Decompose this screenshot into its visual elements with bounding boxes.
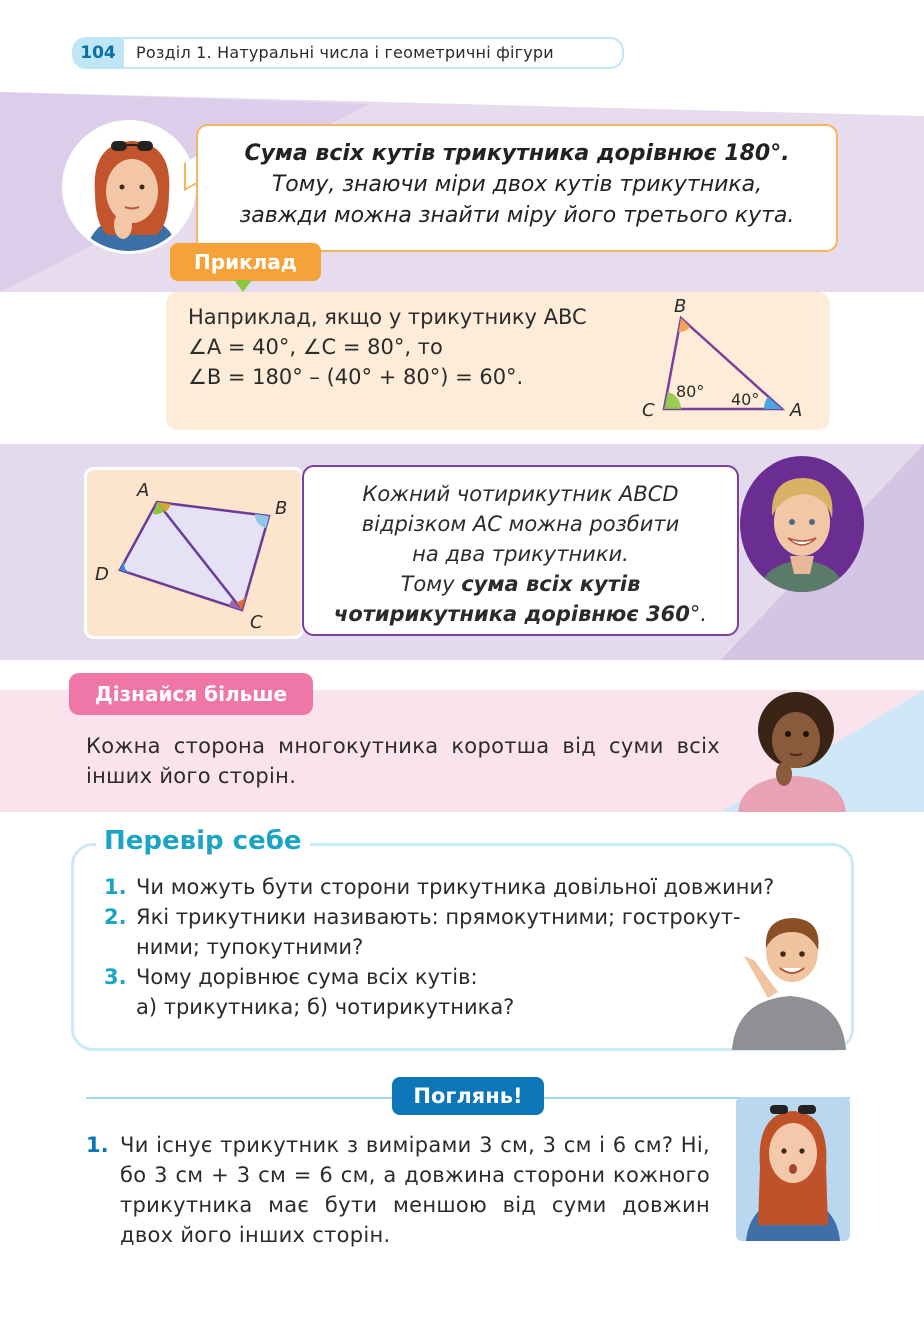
question-number: 3. [104,965,127,989]
quadrilateral-abcd-figure [87,470,301,636]
bubble2-line-4-plain: Тому [400,572,462,596]
boy-pointing-svg [728,908,848,1050]
girl-surprised-illustration [736,1097,850,1241]
learn-more-text: Кожна сторона многокутника коротша від суми всіх інших його сторін. [86,734,720,788]
vertex-a-label: A [790,400,803,421]
girl-thinking-avatar [62,120,196,254]
vertex-b-label: B [275,498,288,519]
bubble-line-1: Сума всіх кутів трикутника дорівнює 180°. [244,141,790,166]
learn-more-tag: Дізнайся більше [69,673,313,715]
girl-surprised-svg [736,1097,850,1241]
bubble2-line-4 [304,569,737,599]
example-line-2: ∠A = 40°, ∠C = 80°, то [188,335,443,359]
page-number: 104 [72,37,124,69]
bubble2-line-1: Кожний чотирикутник ABCD [362,482,679,506]
angle-a-mark [764,397,782,409]
girl-curly-svg [734,690,862,812]
bubble2-line-5-plain: °. [689,602,708,626]
example-box [166,292,830,430]
triangle-abc-figure [632,292,822,430]
boy-pointing-illustration [728,908,848,1050]
question-text: Чому дорівнює сума всіх кутів: [136,965,478,989]
question-number: 1. [104,875,127,899]
example-text [188,302,587,392]
bubble2-line-2: відрізком AC можна розбити [361,512,680,536]
vertex-d-label: D [95,564,109,585]
bubble2-line-5-bold: чотирикутника дорівнює 360 [333,602,690,626]
question-item [104,902,744,962]
vertex-b-label: B [674,296,687,317]
bubble2-line-5 [304,599,737,629]
question-text-2: а) трикутника; б) чотирикутника? [136,995,515,1019]
chapter-title: Розділ 1. Натуральні числа і геометричні фігури [136,43,554,62]
look-list [86,1130,710,1250]
bubble-line-2: Тому, знаючи міри двох кутів трикутника, [271,172,763,197]
girl-curly-hair-illustration [734,690,862,812]
check-yourself-title: Перевір себе [96,826,310,856]
bubble-line-3: завжди можна знайти міру його третього кута. [239,203,795,228]
bubble2-line-3: на два трикутники. [412,542,629,566]
example-tag-arrow [234,280,252,292]
angle-c-value: 80° [676,382,705,401]
question-text: Чи можуть бути сторони трикутника довільної довжини? [136,875,775,899]
angle-a-value: 40° [731,390,760,409]
example-line-3: ∠B = 180° – (40° + 80°) = 60°. [188,365,524,389]
look-tag: Поглянь! [392,1077,544,1115]
question-list [104,872,804,1022]
speech-bubble-quadrilateral [302,465,739,636]
boy-smiling-avatar [740,456,864,592]
girl-illustration [65,123,196,254]
boy-illustration [740,456,864,592]
question-item [104,962,804,1022]
vertex-c-label: C [642,400,655,421]
bubble2-line-4-bold: сума всіх кутів [461,572,641,596]
quadrilateral-figure-box [84,467,304,639]
question-item [104,872,804,902]
look-item [86,1130,710,1250]
vertex-a-label: A [137,480,150,501]
question-text: Які трикутники називають: прямокутними; гострокут-ними; тупокутними? [136,905,741,959]
speech-bubble-triangle-sum [196,124,838,252]
look-item-number: 1. [86,1133,109,1157]
example-tag: Приклад [170,243,321,281]
quadrilateral-abcd [120,502,269,610]
question-number: 2. [104,905,127,929]
look-item-text: Чи існує трикутник з вимірами 3 см, 3 см і 6 см? Ні, бо 3 см + 3 см = 6 см, а довжина сторони кожного трикутника має бути меншою від суми довжин двох його інших сторін. [120,1133,710,1247]
page-header [72,37,624,69]
example-line-1: Наприклад, якщо у трикутнику ABC [188,305,587,329]
vertex-c-label: C [250,612,263,633]
